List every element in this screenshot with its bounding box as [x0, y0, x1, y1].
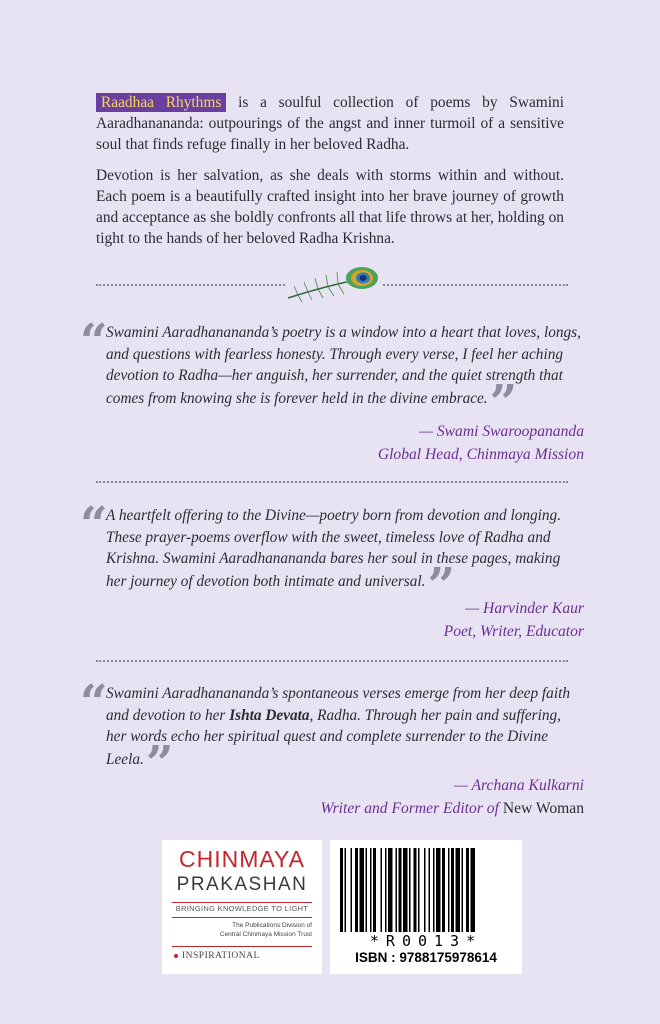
barcode-bar: [366, 848, 368, 932]
close-quote-icon: ”: [145, 735, 174, 792]
barcode-bar: [429, 848, 431, 932]
testimonial-1-text: Swamini Aaradhanananda’s poetry is a window into a heart that loves, longs, and questions with fearless honesty. Through every verse, I feel her aching devotion to Radha—her anguish, her surrender, and the quiet strength that comes from knowing she is forever held in the divine embrace.: [106, 324, 581, 407]
publisher-division-1: The Publications Division of: [232, 922, 312, 929]
divider-1: [96, 481, 568, 483]
close-quote-icon: ”: [489, 374, 518, 431]
testimonial-3-text-a: Swamini Aaradhanananda’s spontaneous verses emerge from her deep faith and devotion to her: [106, 685, 570, 724]
barcode-bar: [462, 848, 464, 932]
barcode-bar: [355, 848, 358, 932]
testimonial-2-attribution: [444, 597, 584, 643]
publisher-name-line1: CHINMAYA: [179, 846, 305, 872]
publisher-logo-box: [162, 840, 322, 974]
testimonial-3-role-italic: Writer and Former Editor of: [320, 800, 499, 817]
barcode-box: [330, 840, 522, 974]
barcode-bar: [414, 848, 417, 932]
barcode: [340, 848, 512, 932]
divider-2: [96, 660, 568, 662]
blurb-paragraph-2: Devotion is her salvation, as she deals with storms within and without. Each poem is a beautifully crafted insight into her brave journey of growth and acceptance as she boldly confronts all that life throws at her, holding on tight to the hands of her beloved Radha Krishna.: [96, 167, 564, 247]
barcode-bar: [409, 848, 411, 932]
barcode-bar: [385, 848, 387, 932]
testimonial-3-role: [320, 797, 584, 820]
barcode-bar: [471, 848, 476, 932]
barcode-bar: [403, 848, 408, 932]
testimonial-3-author: — Archana Kulkarni: [454, 777, 584, 794]
testimonial-3: “ Swamini Aaradhanananda’s spontaneous verses emerge from her deep faith and devotion to her Ishta Devata, Radha. Through her pain and suffering, her words echo her spiritual quest and complete surrender to the Divine Leela.”: [80, 675, 570, 792]
testimonial-1: “ Swamini Aaradhanananda’s poetry is a window into a heart that loves, longs, and questions with fearless honesty. Through every verse, I feel her aching devotion to Radha—her anguish, her surrender, and the quiet strength that comes from knowing she is forever held in the divine embrace.”: [80, 314, 581, 431]
barcode-bar: [388, 848, 393, 932]
barcode-bar: [466, 848, 469, 932]
testimonial-3-text-b: , Radha. Through her pain and suffering, her words echo her spiritual quest and complete surrender to the Divine Leela.: [106, 706, 561, 768]
publisher-rule-mid: [172, 917, 312, 918]
testimonial-1-attribution: [378, 420, 584, 466]
barcode-bar: [340, 848, 343, 932]
barcode-bar: [456, 848, 461, 932]
testimonial-2-text: A heartfelt offering to the Divine—poetry born from devotion and longing. These prayer-poems overflow with the sweet, timeless love of Radha and Krishna. Swamini Aaradhanananda bares her soul in these pages, making her journey of devotion both intimate and universal.: [106, 507, 562, 590]
blurb: [96, 92, 564, 259]
testimonial-3-role-magazine: New Woman: [498, 800, 584, 817]
testimonial-1-author: — Swami Swaroopananda: [419, 423, 584, 440]
publisher-name-line2: PRAKASHAN: [176, 874, 308, 895]
barcode-bar: [360, 848, 365, 932]
barcode-bar: [442, 848, 445, 932]
barcode-bar: [373, 848, 376, 932]
publisher-rule-top: [172, 902, 312, 903]
close-quote-icon: ”: [427, 557, 456, 614]
peacock-feather-icon: [286, 262, 382, 304]
category-label: INSPIRATIONAL: [174, 951, 260, 961]
publisher-division-2: Central Chinmaya Mission Trust: [219, 931, 312, 938]
barcode-bar: [418, 848, 420, 932]
barcode-bar: [424, 848, 426, 932]
barcode-bar: [351, 848, 353, 932]
barcode-bar: [436, 848, 441, 932]
barcode-bar: [345, 848, 347, 932]
barcode-bar: [381, 848, 383, 932]
testimonial-1-role: Global Head, Chinmaya Mission: [377, 446, 584, 463]
blurb-paragraph-1: [96, 92, 564, 155]
testimonial-2-role: Poet, Writer, Educator: [443, 623, 584, 640]
barcode-bar: [399, 848, 402, 932]
barcode-bar: [370, 848, 372, 932]
barcode-bar: [448, 848, 450, 932]
blurb-text-1: is a soulful collection of poems by Swamini Aaradhanananda: outpourings of the angst and inner turmoil of a sensitive soul that finds refuge finally in her beloved Radha.: [96, 94, 564, 153]
testimonial-3-attribution: [320, 774, 584, 820]
barcode-bar: [396, 848, 398, 932]
testimonial-3-bold: Ishta Devata: [229, 706, 310, 724]
publisher-rule-bottom: [172, 946, 312, 947]
testimonial-2-author: — Harvinder Kaur: [465, 600, 584, 617]
barcode-bar: [433, 848, 435, 932]
book-title-highlight: Raadhaa Rhythms: [96, 93, 226, 112]
barcode-bar: [451, 848, 454, 932]
testimonial-2: “ A heartfelt offering to the Divine—poetry born from devotion and longing. These prayer-poems overflow with the sweet, timeless love of Radha and Krishna. Swamini Aaradhanananda bares her soul in these pages, making her journey of devotion both intimate and universal.”: [80, 497, 562, 614]
isbn-number: ISBN : 9788175978614: [355, 950, 497, 965]
publisher-tagline: BRINGING KNOWLEDGE TO LIGHT: [175, 904, 309, 913]
barcode-code: *R0013*: [369, 932, 483, 950]
